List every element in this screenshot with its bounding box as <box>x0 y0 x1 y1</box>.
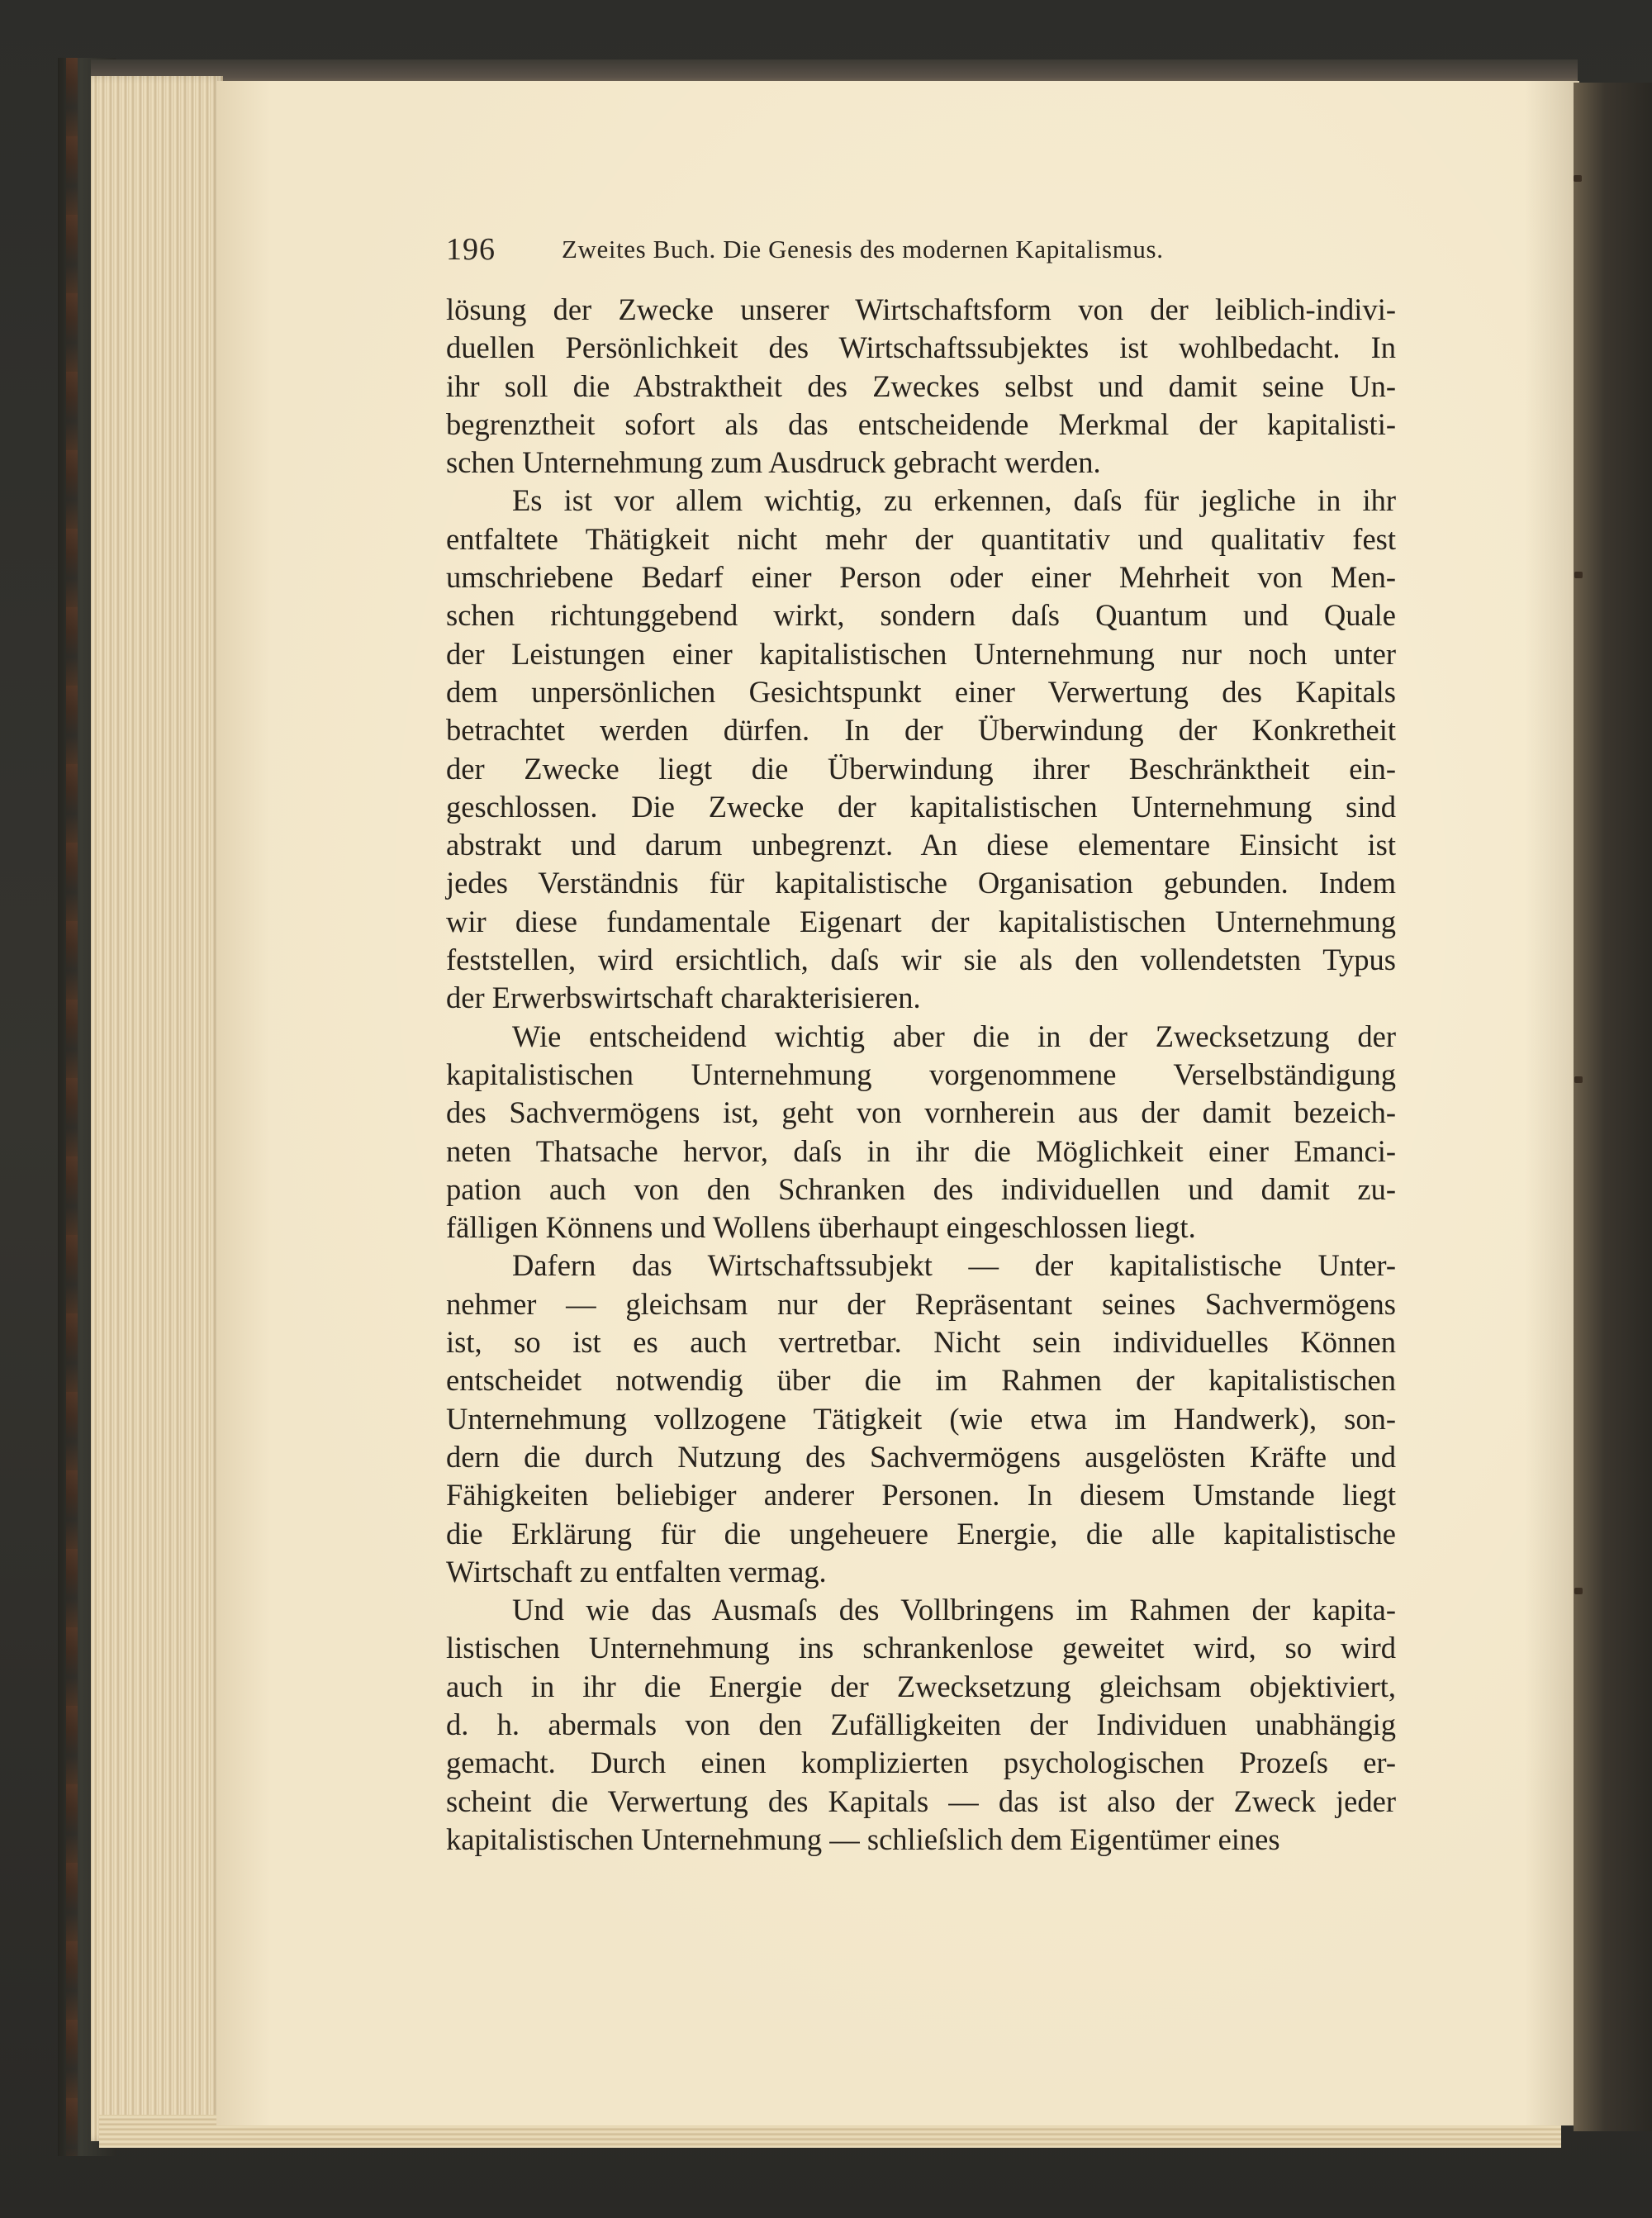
paragraph <box>446 1247 1396 1591</box>
text-line: Unternehmung vollzogene Tätigkeit (wie etwa im Handwerk), son- <box>446 1401 1396 1436</box>
text-line: der Leistungen einer kapitalistischen Unternehmung nur noch unter <box>446 636 1396 671</box>
text-line: nehmer — gleichsam nur der Repräsentant seines Sachvermögens <box>446 1286 1396 1321</box>
text-line: neten Thatsache hervor, daſs in ihr die Möglichkeit einer Emanci- <box>446 1133 1396 1168</box>
page-edges-left <box>91 76 223 2141</box>
paragraph <box>446 1591 1396 1859</box>
text-line: Dafern das Wirtschaftssubjekt — der kapitalistische Unter- <box>512 1248 1396 1283</box>
text-line: abstrakt und darum unbegrenzt. An diese elementare Einsicht ist <box>446 828 1396 862</box>
text-line: die Erklärung für die ungeheuere Energie, die alle kapitalistische <box>446 1516 1396 1551</box>
text-line: geschlossen. Die Zwecke der kapitalistischen Unternehmung sind <box>446 789 1396 824</box>
text-line: Es ist vor allem wichtig, zu erkennen, daſs für jegliche in ihr <box>512 483 1396 518</box>
text-line: dern die durch Nutzung des Sachvermögens ausgelösten Kräfte und <box>446 1439 1396 1474</box>
paragraph <box>446 291 1396 482</box>
text-line: kapitalistischen Unternehmung — schlieſslich dem Eigentümer eines <box>446 1821 1280 1856</box>
text-line: der Erwerbswirtschaft charakterisieren. <box>446 981 921 1015</box>
text-line: entscheidet notwendig über die im Rahmen der kapitalistischen <box>446 1363 1396 1398</box>
text-line: entfaltete Thätigkeit nicht mehr der quantitativ und qualitativ fest <box>446 521 1396 556</box>
text-line: schen richtunggebend wirkt, sondern daſs Quantum und Quale <box>446 598 1396 633</box>
running-head-title: Zweites Buch. Die Genesis des modernen Kapitalismus. <box>562 235 1164 264</box>
text-line: der Zwecke liegt die Überwindung ihrer Beschränktheit ein- <box>446 751 1396 786</box>
text-line: des Sachvermögens ist, geht von vornherein aus der damit bezeich- <box>446 1095 1396 1130</box>
gutter-mark <box>1574 175 1582 182</box>
page-number: 196 <box>446 232 496 267</box>
text-line: gemacht. Durch einen komplizierten psychologischen Prozeſs er- <box>446 1745 1396 1780</box>
gutter-mark <box>1574 1588 1583 1594</box>
text-line: kapitalistischen Unternehmung vorgenommene Verselbständigung <box>446 1057 1396 1091</box>
text-line: dem unpersönlichen Gesichtspunkt einer Verwertung des Kapitals <box>446 674 1396 709</box>
text-line: Wie entscheidend wichtig aber die in der Zwecksetzung der <box>512 1019 1396 1053</box>
binding-gutter <box>1574 83 1652 2131</box>
text-line: d. h. abermals von den Zufälligkeiten der Individuen unabhängig <box>446 1707 1396 1741</box>
paragraph <box>446 482 1396 1017</box>
text-line: betrachtet werden dürfen. In der Überwindung der Konkretheit <box>446 713 1396 748</box>
body-text <box>446 291 1396 1859</box>
text-line: fälligen Könnens und Wollens überhaupt eingeschlossen liegt. <box>446 1210 1196 1245</box>
text-line: umschriebene Bedarf einer Person oder einer Mehrheit von Men- <box>446 560 1396 595</box>
running-header <box>446 231 1396 273</box>
text-line: auch in ihr die Energie der Zwecksetzung gleichsam objektiviert, <box>446 1669 1396 1703</box>
text-line: Fähigkeiten beliebiger anderer Personen. In diesem Umstande liegt <box>446 1478 1396 1513</box>
text-line: Und wie das Ausmaſs des Vollbringens im Rahmen der kapita- <box>512 1593 1396 1627</box>
text-line: Wirtschaft zu entfalten vermag. <box>446 1554 827 1589</box>
text-line: schen Unternehmung zum Ausdruck gebracht werden. <box>446 445 1101 480</box>
text-line: listischen Unternehmung ins schrankenlose geweitet wird, so wird <box>446 1631 1396 1665</box>
text-line: duellen Persönlichkeit des Wirtschaftssubjektes ist wohlbedacht. In <box>446 330 1396 365</box>
text-line: lösung der Zwecke unserer Wirtschaftsform von der leiblich-indivi- <box>446 292 1396 326</box>
text-line: wir diese fundamentale Eigenart der kapitalistischen Unternehmung <box>446 904 1396 938</box>
paragraph <box>446 1018 1396 1247</box>
text-line: feststellen, wird ersichtlich, daſs wir sie als den vollendetsten Typus <box>446 943 1396 977</box>
gutter-mark <box>1574 572 1583 578</box>
text-line: ihr soll die Abstraktheit des Zweckes selbst und damit seine Un- <box>446 368 1396 403</box>
text-line: scheint die Verwertung des Kapitals — das ist also der Zweck jeder <box>446 1783 1396 1818</box>
text-line: jedes Verständnis für kapitalistische Organisation gebunden. Indem <box>446 866 1396 900</box>
gutter-mark <box>1574 1076 1583 1083</box>
text-line: ist, so ist es auch vertretbar. Nicht sein individuelles Können <box>446 1325 1396 1360</box>
text-line: pation auch von den Schranken des individuellen und damit zu- <box>446 1171 1396 1206</box>
text-line: begrenztheit sofort als das entscheidende Merkmal der kapitalisti- <box>446 406 1396 441</box>
